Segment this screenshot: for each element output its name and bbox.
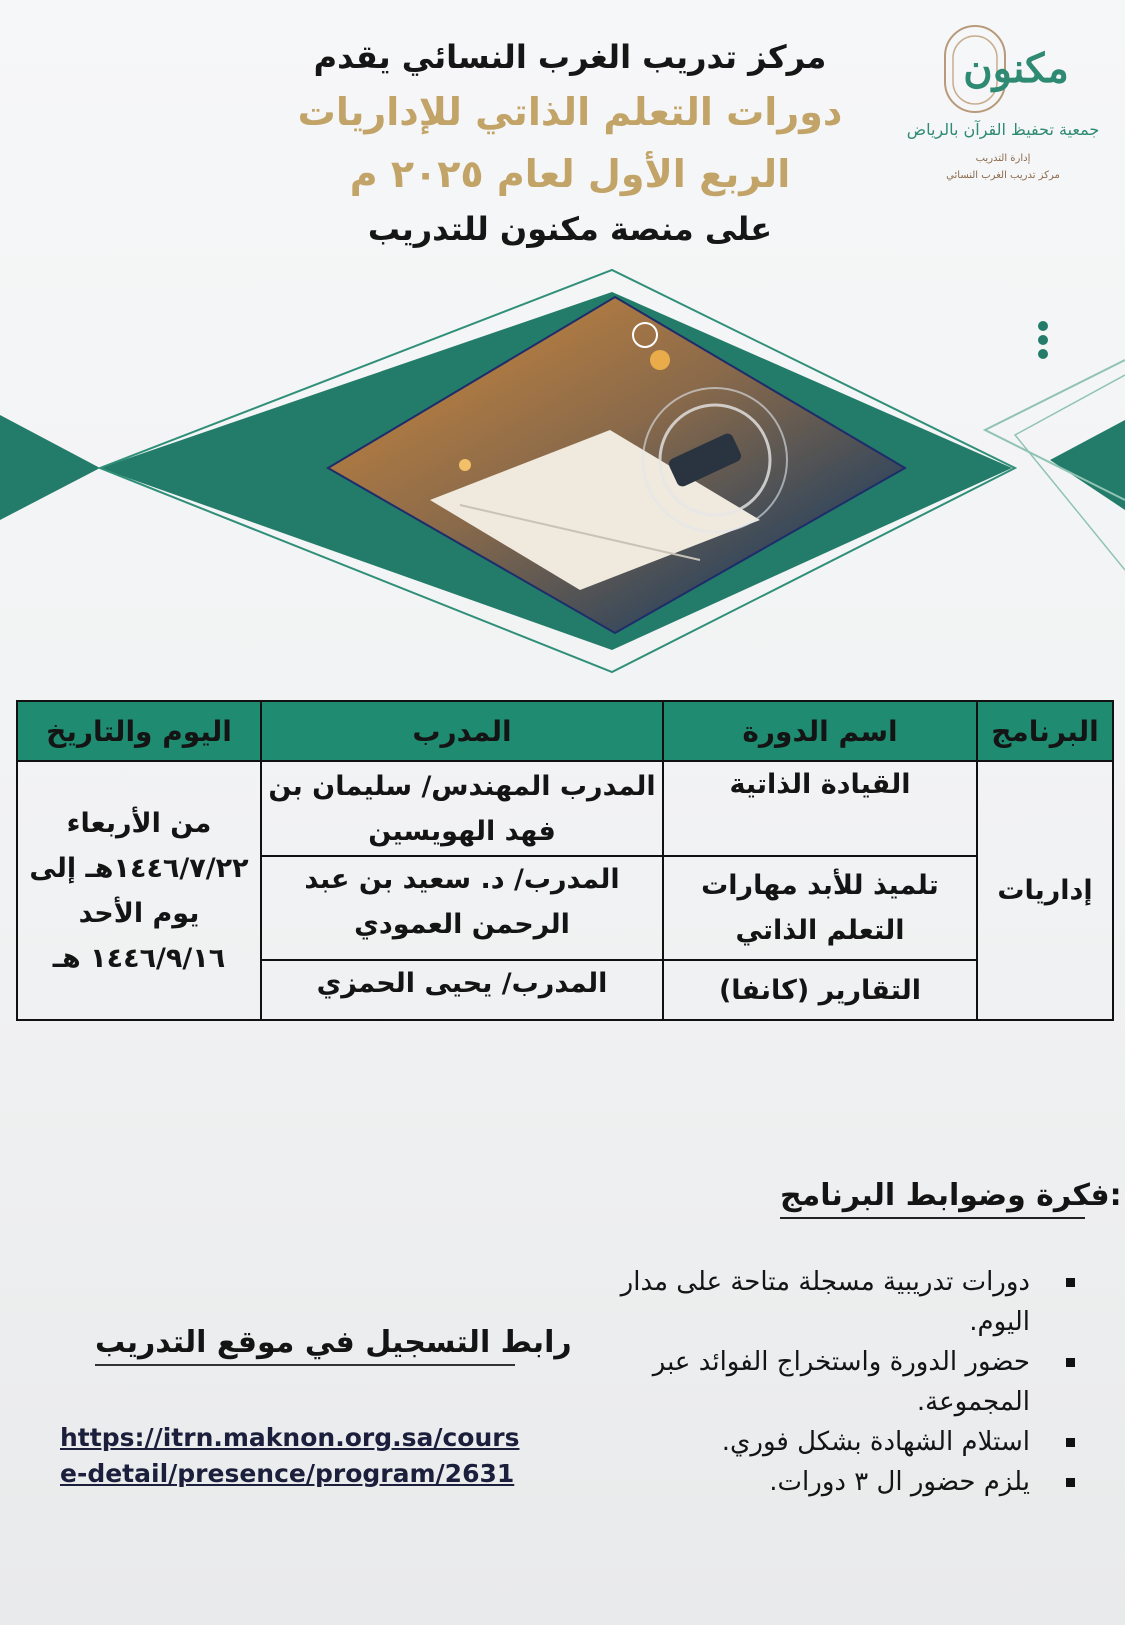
rule-text: دورات تدريبية مسجلة متاحة على مدار اليوم. [620, 1267, 1030, 1337]
course-cell: تلميذ للأبد مهارات التعلم الذاتي [663, 856, 977, 960]
list-item [590, 1462, 1080, 1502]
trainer-cell: المدرب/ يحيى الحمزي [261, 960, 663, 1020]
quarter-line: الربع الأول لعام ٢٠٢٥ م [349, 152, 791, 196]
platform-line: على منصة مكنون للتدريب [367, 210, 773, 248]
maknon-logo [898, 20, 1108, 190]
courses-table [16, 700, 1114, 1021]
bullet-icon [1066, 1438, 1075, 1447]
program-cell: إداريات [977, 761, 1113, 1020]
logo-wordmark: مكنون [963, 45, 1069, 92]
registration-title: رابط التسجيل في موقع التدريب [95, 1325, 515, 1366]
date-cell: من الأربعاء ١٤٤٦/٧/٢٢هـ إلى يوم الأحد ١٤٤٦/٩/١٦ هـ [17, 761, 261, 1020]
list-item [590, 1262, 1080, 1342]
rule-text: استلام الشهادة بشكل فوري. [721, 1427, 1030, 1457]
rule-text: يلزم حضور ال ٣ دورات. [769, 1467, 1030, 1497]
header-program: البرنامج [977, 701, 1113, 761]
course-cell: القيادة الذاتية [663, 761, 977, 856]
header-date: اليوم والتاريخ [17, 701, 261, 761]
trainer-cell: المدرب/ د. سعيد بن عبد الرحمن العمودي [261, 856, 663, 960]
table-row [17, 761, 1113, 856]
course-cell: التقارير (كانفا) [663, 960, 977, 1020]
trainer-cell: المدرب المهندس/ سليمان بن فهد الهويسين [261, 761, 663, 856]
list-item [590, 1342, 1080, 1422]
logo-org: جمعية تحفيظ القرآن بالرياض [906, 120, 1100, 139]
rules-title: فكرة وضوابط البرنامج: [780, 1178, 1085, 1219]
program-title: دورات التعلم الذاتي للإداريات [297, 90, 843, 134]
table-header-row [17, 701, 1113, 761]
logo-mark [898, 20, 1108, 120]
bullet-icon [1066, 1358, 1075, 1367]
rules-list [590, 1262, 1080, 1502]
presenter-line: مركز تدريب الغرب النسائي يقدم [313, 38, 827, 76]
bullet-icon [1066, 1478, 1075, 1487]
list-item [590, 1422, 1080, 1462]
header-course: اسم الدورة [663, 701, 977, 761]
rule-text: حضور الدورة واستخراج الفوائد عبر المجموعة. [652, 1347, 1030, 1417]
bullet-icon [1066, 1278, 1075, 1287]
logo-center: مركز تدريب الغرب النسائي [946, 170, 1060, 181]
registration-link[interactable]: https://itrn.maknon.org.sa/course-detail/presence/program/2631 [60, 1423, 520, 1488]
header-trainer: المدرب [261, 701, 663, 761]
logo-dept: إدارة التدريب [975, 153, 1031, 164]
